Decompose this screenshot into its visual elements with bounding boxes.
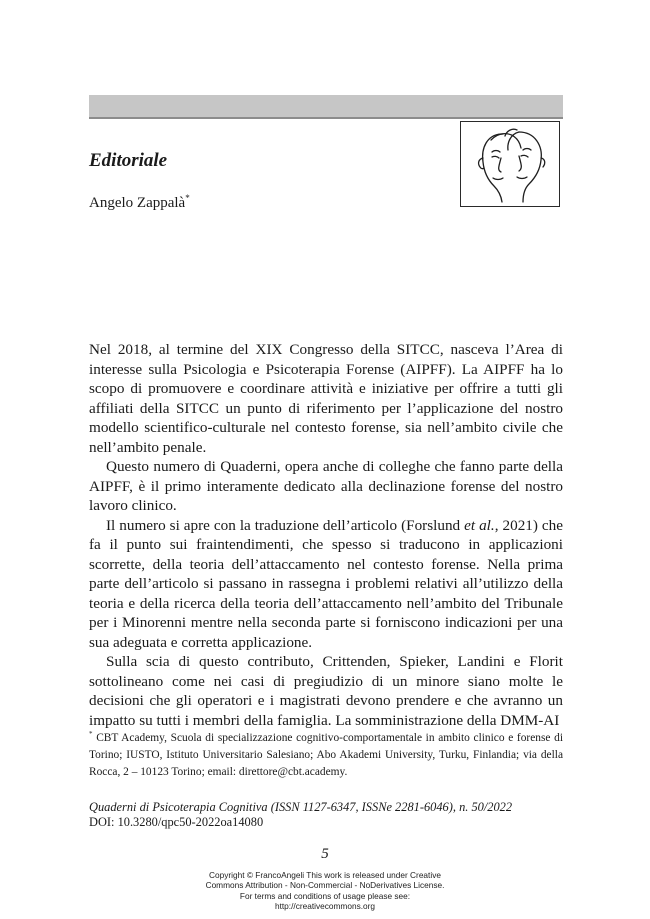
license-notice: [0, 870, 650, 911]
two-faces-line-drawing-icon: [460, 121, 560, 207]
license-line: Commons Attribution - Non-Commercial - NoDerivatives License.: [205, 880, 445, 891]
journal-citation: Quaderni di Psicoterapia Cognitiva (ISSN 1127-6347, ISSNe 2281-6046), n. 50/2022: [89, 800, 513, 814]
footnote-mark: *: [89, 730, 93, 739]
license-line: Copyright © FrancoAngeli This work is released under Creative: [209, 870, 441, 880]
body-text: [89, 340, 563, 730]
author-name-text: Angelo Zappalà: [89, 195, 186, 211]
author-name: [89, 195, 190, 212]
paragraph-4: Sulla scia di questo contributo, Crittenden, Spieker, Landini e Florit sottolineano come nei casi di pregiudizio di un minore siano molte le decisioni che gli operatori e i magistrati devono prendere e che avranno un impatto su tutti i membri della famiglia. La somministrazione della DMM-AI: [89, 653, 563, 729]
footnote-text: CBT Academy, Scuola di specializzazione cognitivo-comportamentale in ambito clinico e forense di Torino; IUSTO, Istituto Universitario Salesiano; Abo Akademi University, Turku, Finlandia; via della Rocca, 2 – 10123 Torino; email: direttore@cbt.academy.: [89, 732, 563, 778]
paragraph-2: Questo numero di Quaderni, opera anche di colleghe che fanno parte della AIPFF, è il primo interamente dedicato alla declinazione forense del nostro lavoro clinico.: [89, 458, 563, 514]
paragraph-1: Nel 2018, al termine del XIX Congresso della SITCC, nasceva l’Area di interesse sulla Psicologia e Psicoterapia Forense (AIPFF). La AIPFF ha lo scopo di promuovere e coordinare attività e iniziative per offrire a tutti gli affiliati della SITCC un punto di riferimento per l’applicazione del nostro modello scientifico-culturale nel contesto forense, sia nell’ambito civile che nell’ambito penale.: [89, 341, 563, 456]
journal-doi: DOI: 10.3280/qpc50-2022oa14080: [89, 815, 264, 829]
header-band: [89, 95, 563, 119]
license-link[interactable]: http://creativecommons.org: [274, 900, 376, 911]
paragraph-3-text-a: Il numero si apre con la traduzione dell’articolo (Forslund: [106, 516, 465, 534]
footnote: [89, 730, 563, 781]
author-footnote-mark: *: [185, 193, 190, 203]
journal-info: [89, 800, 563, 830]
license-line: For terms and conditions of usage please see:: [239, 890, 411, 901]
paragraph-3: [89, 516, 563, 653]
paragraph-3-italic: et al.: [464, 516, 495, 534]
paragraph-3-text-b: , 2021) che fa il punto sui fraintendimenti, che spesso si traducono in applicazioni scorrette, della teoria dell’attaccamento nel contesto forense. Nella prima parte dell’articolo si passano in rassegna i problemi relativi all’utilizzo della teoria e della ricerca della teoria dell’attaccamento nell’ambito del Tribunale per i Minorenni mentre nella seconda parte si forniscono indicazioni per una sua adeguata e corretta applicazione.: [89, 516, 564, 651]
page-number: 5: [321, 846, 329, 862]
page-title: Editoriale: [89, 150, 168, 171]
